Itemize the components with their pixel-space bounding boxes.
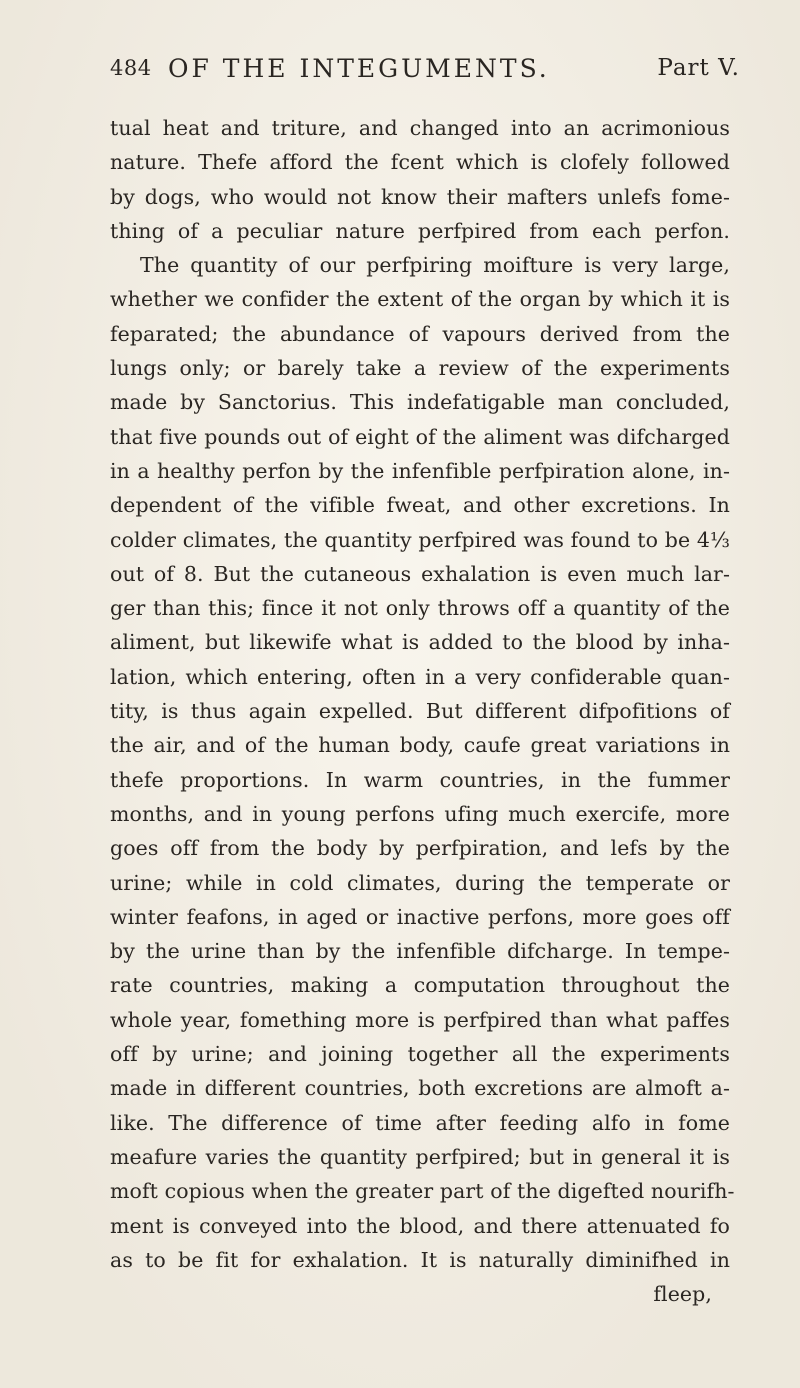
text-line: dependent of the vifible fweat, and other excretions. In bbox=[110, 493, 730, 518]
text-line: goes off from the body by perfpiration, and lefs by the bbox=[110, 836, 730, 861]
text-line: by dogs, who would not know their mafters unlefs fome- bbox=[110, 184, 730, 209]
text-line: as to be fit for exhalation. It is naturally diminifhed in bbox=[110, 1247, 730, 1272]
page-header bbox=[110, 54, 750, 94]
text-line: ger than this; fince it not only throws off a quantity of the bbox=[110, 596, 730, 621]
text-line: that five pounds out of eight of the aliment was difcharged bbox=[110, 424, 730, 449]
part-label: Part V. bbox=[657, 55, 740, 81]
page-number: 484 bbox=[110, 56, 152, 80]
text-line: by the urine than by the infenfible difcharge. In tempe- bbox=[110, 939, 730, 964]
text-line: lungs only; or barely take a review of the experiments bbox=[110, 356, 730, 381]
text-line: the air, and of the human body, caufe great variations in bbox=[110, 733, 730, 758]
text-line: ment is conveyed into the blood, and there attenuated fo bbox=[110, 1213, 730, 1238]
text-line: months, and in young perfons ufing much exercife, more bbox=[110, 801, 730, 826]
text-line: colder climates, the quantity perfpired was found to be 4⅓ bbox=[110, 527, 730, 552]
text-line: rate countries, making a computation throughout the bbox=[110, 973, 730, 998]
text-line: whole year, fomething more is perfpired than what paffes bbox=[110, 1007, 730, 1032]
text-line: meafure varies the quantity perfpired; but in general it is bbox=[110, 1144, 730, 1169]
text-line: made by Sanctorius. This indefatigable man concluded, bbox=[110, 390, 730, 415]
text-line: tual heat and triture, and changed into an acrimonious bbox=[110, 116, 730, 140]
text-line: made in different countries, both excretions are almoft a- bbox=[110, 1076, 730, 1101]
body-text bbox=[110, 111, 735, 1311]
running-head: OF THE INTEGUMENTS. bbox=[168, 54, 550, 83]
catchword: fleep, bbox=[653, 1282, 712, 1307]
text-line: winter feafons, in aged or inactive perfons, more goes off bbox=[110, 904, 730, 929]
text-line: moft copious when the greater part of the digefted nourifh- bbox=[110, 1179, 735, 1204]
text-line: aliment, but likewife what is added to the blood by inha- bbox=[110, 630, 730, 655]
text-line: whether we confider the extent of the organ by which it is bbox=[110, 287, 730, 312]
text-line: thefe proportions. In warm countries, in the fummer bbox=[110, 767, 730, 792]
text-line: lation, which entering, often in a very confiderable quan- bbox=[110, 664, 730, 689]
text-line: feparated; the abundance of vapours derived from the bbox=[110, 321, 730, 346]
text-line: nature. Thefe afford the fcent which is clofely followed bbox=[110, 150, 730, 175]
text-line: in a healthy perfon by the infenfible perfpiration alone, in- bbox=[110, 458, 730, 483]
text-line: urine; while in cold climates, during the temperate or bbox=[110, 870, 730, 895]
text-line: like. The difference of time after feeding alfo in fome bbox=[110, 1110, 730, 1135]
text-line: off by urine; and joining together all the experiments bbox=[110, 1042, 730, 1067]
text-line: out of 8. But the cutaneous exhalation is even much lar- bbox=[110, 561, 730, 586]
text-line: tity, is thus again expelled. But different difpofitions of bbox=[110, 699, 730, 724]
text-line: thing of a peculiar nature perfpired from each perfon. bbox=[110, 218, 730, 243]
text-line: The quantity of our perfpiring moifture is very large, bbox=[140, 253, 730, 278]
